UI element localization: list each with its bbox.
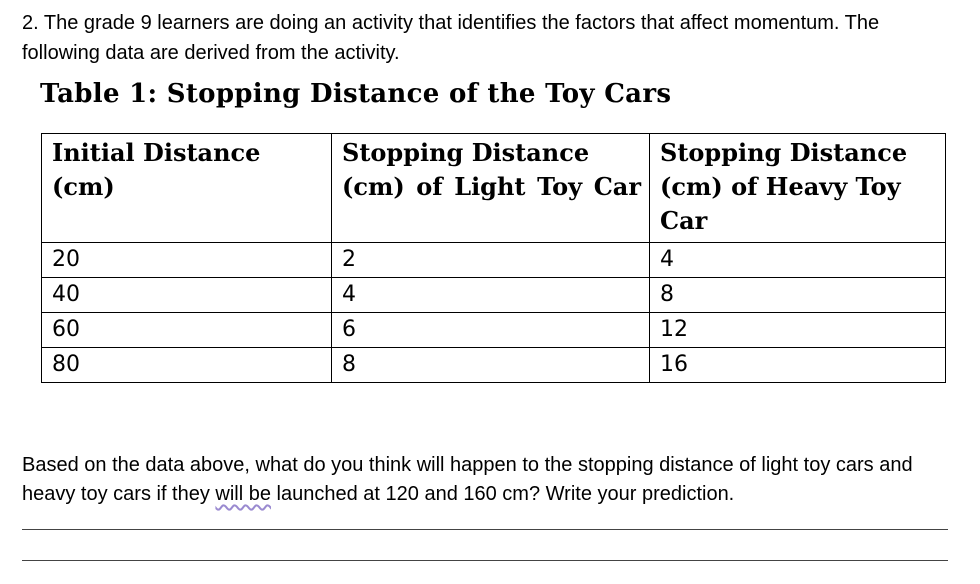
header-light-toy-car: Stopping Distance (cm) of Light Toy Car — [332, 134, 650, 243]
data-table — [41, 133, 946, 383]
cell-initial-distance: 60 — [42, 313, 332, 348]
question-text: 2. The grade 9 learners are doing an activity that identifies the factors that affect momentum. The following data are derived from the activity. — [22, 12, 880, 64]
answer-line[interactable] — [22, 529, 948, 530]
cell-initial-distance: 80 — [42, 348, 332, 383]
prompt-text-start: Based on the data above, what do you think will happen to the stopping distance of light toy cars and heavy toy cars if they — [22, 454, 913, 505]
cell-initial-distance: 20 — [42, 243, 332, 278]
table-title: Table 1: Stopping Distance of the Toy Cars — [40, 79, 672, 109]
cell-heavy-stopping: 12 — [650, 313, 946, 348]
cell-initial-distance: 40 — [42, 278, 332, 313]
table-row — [42, 278, 946, 313]
cell-light-stopping: 6 — [332, 313, 650, 348]
prediction-prompt — [22, 451, 962, 509]
table-header-row — [42, 134, 946, 243]
answer-line[interactable] — [22, 560, 948, 561]
table-row — [42, 243, 946, 278]
cell-heavy-stopping: 4 — [650, 243, 946, 278]
cell-heavy-stopping: 8 — [650, 278, 946, 313]
table-row — [42, 348, 946, 383]
prompt-text-end: launched at 120 and 160 cm? Write your prediction. — [271, 483, 735, 505]
cell-light-stopping: 2 — [332, 243, 650, 278]
header-initial-distance: Initial Distance (cm) — [42, 134, 332, 243]
cell-light-stopping: 8 — [332, 348, 650, 383]
grammar-flagged-text: will be — [215, 483, 271, 505]
header-heavy-toy-car: Stopping Distance (cm) of Heavy Toy Car — [650, 134, 946, 243]
cell-light-stopping: 4 — [332, 278, 650, 313]
table-row — [42, 313, 946, 348]
cell-heavy-stopping: 16 — [650, 348, 946, 383]
